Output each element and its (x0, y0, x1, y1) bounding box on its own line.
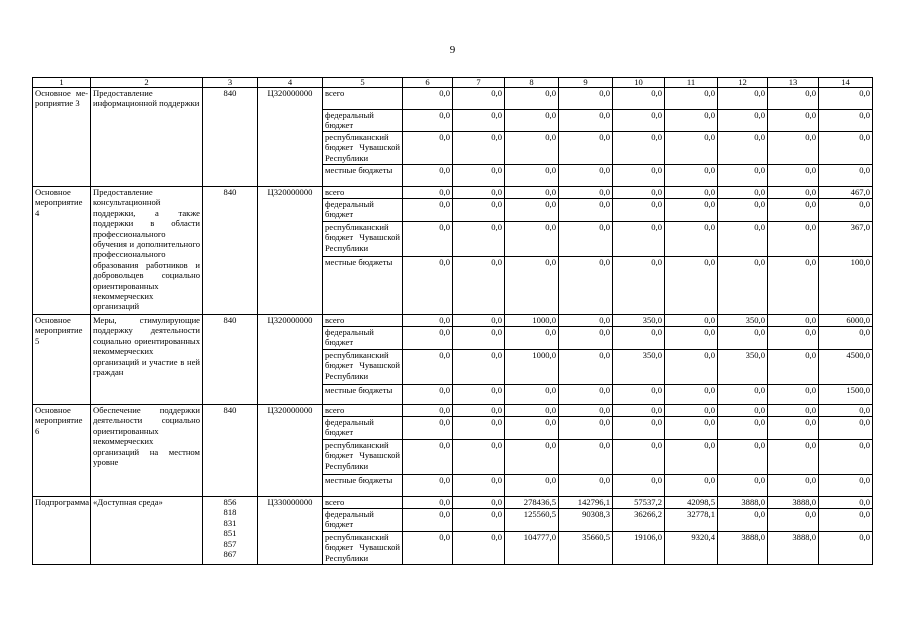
budget-value: 0,0 (768, 165, 819, 187)
budget-value: 1000,0 (505, 350, 559, 385)
column-number: 3 (203, 78, 258, 88)
budget-value: 0,0 (453, 257, 505, 315)
budget-value: 42098,5 (665, 497, 718, 509)
budget-value: 1000,0 (505, 315, 559, 327)
admin-code: 840 (223, 187, 237, 197)
activity-description: «Доступная среда» (91, 497, 203, 565)
funding-source: федеральный бюджет (323, 509, 403, 532)
admin-codes (203, 187, 258, 315)
admin-code: 831 (223, 517, 237, 528)
budget-value: 0,0 (613, 199, 665, 222)
budget-value: 0,0 (403, 165, 453, 187)
activity-description: Предоставление консультационной поддержки, а также поддержки в области профессионального обучения и дополнительного профессионального образования работников и добровольцев социально ориентированных некоммерческих организаций (91, 187, 203, 315)
budget-value: 125560,5 (505, 509, 559, 532)
activity-description: Предоставление информационной поддержки (91, 88, 203, 187)
budget-value: 142796,1 (559, 497, 613, 509)
budget-value: 0,0 (559, 257, 613, 315)
budget-value: 0,0 (819, 509, 873, 532)
admin-code: 818 (223, 507, 237, 518)
budget-value: 0,0 (613, 165, 665, 187)
budget-value: 0,0 (403, 405, 453, 417)
budget-value: 0,0 (559, 327, 613, 350)
budget-value: 0,0 (665, 405, 718, 417)
budget-value: 0,0 (559, 417, 613, 440)
budget-value: 0,0 (403, 132, 453, 165)
budget-value: 0,0 (768, 222, 819, 257)
budget-value: 0,0 (505, 165, 559, 187)
budget-value: 0,0 (453, 132, 505, 165)
budget-value: 4500,0 (819, 350, 873, 385)
budget-value: 0,0 (819, 475, 873, 497)
budget-value: 6000,0 (819, 315, 873, 327)
funding-source: республиканский бюджет Чувашской Республики (323, 222, 403, 257)
budget-value: 0,0 (768, 440, 819, 475)
budget-value: 0,0 (819, 199, 873, 222)
column-number: 1 (33, 78, 91, 88)
funding-source: всего (323, 405, 403, 417)
column-number: 12 (718, 78, 768, 88)
budget-value: 0,0 (403, 350, 453, 385)
budget-value: 0,0 (613, 222, 665, 257)
budget-value: 0,0 (819, 110, 873, 132)
budget-value: 0,0 (718, 257, 768, 315)
budget-value: 0,0 (403, 327, 453, 350)
budget-value: 0,0 (505, 222, 559, 257)
budget-value: 0,0 (613, 327, 665, 350)
budget-value: 1500,0 (819, 385, 873, 405)
funding-source: всего (323, 497, 403, 509)
budget-value: 0,0 (403, 187, 453, 199)
budget-value: 0,0 (453, 110, 505, 132)
budget-value: 0,0 (768, 257, 819, 315)
budget-value: 0,0 (768, 187, 819, 199)
budget-value: 0,0 (613, 440, 665, 475)
budget-value: 0,0 (819, 132, 873, 165)
budget-value: 0,0 (718, 187, 768, 199)
budget-value: 0,0 (453, 497, 505, 509)
activity-description: Обеспечение поддержки деятельности социально ориентированных некоммерческих организаций на местном уровне (91, 405, 203, 497)
target-article-code: Ц320000000 (258, 405, 323, 497)
table-row (33, 405, 873, 417)
budget-value: 100,0 (819, 257, 873, 315)
budget-value: 0,0 (613, 110, 665, 132)
budget-value: 278436,5 (505, 497, 559, 509)
funding-source: местные бюджеты (323, 385, 403, 405)
budget-value: 0,0 (819, 165, 873, 187)
budget-value: 0,0 (665, 385, 718, 405)
budget-value: 0,0 (505, 110, 559, 132)
column-number: 4 (258, 78, 323, 88)
budget-value: 90308,3 (559, 509, 613, 532)
budget-value: 0,0 (613, 405, 665, 417)
activity-name: Основное мероприятие 6 (33, 405, 91, 497)
budget-value: 0,0 (665, 88, 718, 110)
funding-source: федеральный бюджет (323, 110, 403, 132)
budget-value: 0,0 (768, 417, 819, 440)
budget-value: 0,0 (453, 509, 505, 532)
column-number: 11 (665, 78, 718, 88)
budget-value: 0,0 (453, 532, 505, 565)
funding-source: всего (323, 187, 403, 199)
column-number: 8 (505, 78, 559, 88)
budget-value: 57537,2 (613, 497, 665, 509)
budget-value: 0,0 (505, 257, 559, 315)
budget-value: 0,0 (559, 350, 613, 385)
budget-value: 36266,2 (613, 509, 665, 532)
budget-value: 0,0 (718, 222, 768, 257)
budget-value: 350,0 (613, 350, 665, 385)
funding-source: федеральный бюджет (323, 327, 403, 350)
budget-value: 0,0 (403, 475, 453, 497)
budget-value: 0,0 (403, 88, 453, 110)
budget-value: 0,0 (665, 350, 718, 385)
admin-code: 851 (223, 528, 237, 539)
table-row (33, 315, 873, 327)
column-number: 13 (768, 78, 819, 88)
budget-value: 0,0 (665, 222, 718, 257)
budget-value: 0,0 (403, 440, 453, 475)
budget-value: 0,0 (819, 497, 873, 509)
admin-code: 840 (223, 315, 237, 325)
budget-value: 367,0 (819, 222, 873, 257)
budget-value: 0,0 (559, 110, 613, 132)
budget-value: 0,0 (665, 315, 718, 327)
funding-source: местные бюджеты (323, 257, 403, 315)
budget-value: 0,0 (453, 405, 505, 417)
target-article-code: Ц320000000 (258, 88, 323, 187)
budget-value: 0,0 (453, 222, 505, 257)
budget-value: 0,0 (665, 257, 718, 315)
budget-value: 0,0 (505, 88, 559, 110)
column-number: 6 (403, 78, 453, 88)
budget-value: 0,0 (453, 440, 505, 475)
funding-source: республиканский бюджет Чувашской Республики (323, 532, 403, 565)
budget-value: 0,0 (453, 165, 505, 187)
budget-value: 0,0 (453, 475, 505, 497)
budget-value: 0,0 (403, 222, 453, 257)
budget-value: 0,0 (453, 88, 505, 110)
column-number: 2 (91, 78, 203, 88)
budget-value: 0,0 (453, 187, 505, 199)
budget-value: 0,0 (819, 327, 873, 350)
budget-value: 467,0 (819, 187, 873, 199)
budget-value: 19106,0 (613, 532, 665, 565)
budget-value: 0,0 (403, 509, 453, 532)
funding-source: республиканский бюджет Чувашской Республики (323, 132, 403, 165)
admin-code: 857 (223, 538, 237, 549)
budget-value: 0,0 (505, 440, 559, 475)
budget-value: 35660,5 (559, 532, 613, 565)
budget-value: 0,0 (559, 222, 613, 257)
budget-value: 350,0 (718, 350, 768, 385)
budget-value: 0,0 (718, 385, 768, 405)
budget-value: 0,0 (665, 440, 718, 475)
budget-value: 0,0 (505, 199, 559, 222)
budget-value: 0,0 (505, 385, 559, 405)
column-number: 7 (453, 78, 505, 88)
table-row (33, 88, 873, 110)
budget-value: 0,0 (768, 132, 819, 165)
budget-value: 0,0 (613, 417, 665, 440)
funding-source: федеральный бюджет (323, 417, 403, 440)
activity-name: Основное мероприятие 4 (33, 187, 91, 315)
budget-table (32, 77, 873, 565)
budget-value: 0,0 (613, 187, 665, 199)
target-article-code: Ц320000000 (258, 315, 323, 405)
budget-value: 0,0 (665, 327, 718, 350)
budget-value: 0,0 (665, 475, 718, 497)
budget-value: 0,0 (453, 315, 505, 327)
funding-source: республиканский бюджет Чувашской Республики (323, 440, 403, 475)
funding-source: республиканский бюджет Чувашской Республики (323, 350, 403, 385)
budget-value: 0,0 (665, 417, 718, 440)
activity-name: Основное мероприятие 5 (33, 315, 91, 405)
budget-value: 32778,1 (665, 509, 718, 532)
activity-name: Основное ме-роприятие 3 (33, 88, 91, 187)
budget-value: 0,0 (559, 165, 613, 187)
table-header-row (33, 78, 873, 88)
admin-codes (203, 315, 258, 405)
admin-codes (203, 405, 258, 497)
budget-value: 0,0 (768, 475, 819, 497)
budget-value: 0,0 (403, 417, 453, 440)
budget-value: 0,0 (559, 132, 613, 165)
budget-value: 0,0 (559, 405, 613, 417)
budget-value: 0,0 (665, 132, 718, 165)
column-number: 5 (323, 78, 403, 88)
budget-value: 0,0 (768, 199, 819, 222)
admin-code: 856 (223, 497, 237, 507)
budget-value: 0,0 (613, 475, 665, 497)
budget-value: 0,0 (453, 199, 505, 222)
budget-value: 0,0 (613, 257, 665, 315)
budget-value: 0,0 (768, 315, 819, 327)
budget-value: 0,0 (559, 199, 613, 222)
budget-value: 0,0 (403, 257, 453, 315)
budget-value: 0,0 (559, 315, 613, 327)
admin-code: 840 (223, 405, 237, 415)
budget-value: 0,0 (403, 110, 453, 132)
budget-value: 0,0 (453, 350, 505, 385)
budget-value: 0,0 (665, 187, 718, 199)
table-row (33, 187, 873, 199)
budget-value: 0,0 (559, 187, 613, 199)
budget-value: 0,0 (665, 199, 718, 222)
budget-value: 350,0 (613, 315, 665, 327)
budget-value: 0,0 (768, 385, 819, 405)
budget-value: 0,0 (819, 440, 873, 475)
budget-value: 0,0 (505, 417, 559, 440)
budget-value: 3888,0 (718, 532, 768, 565)
budget-value: 0,0 (718, 475, 768, 497)
budget-value: 0,0 (718, 327, 768, 350)
budget-value: 0,0 (403, 199, 453, 222)
budget-value: 3888,0 (768, 497, 819, 509)
column-number: 14 (819, 78, 873, 88)
column-number: 10 (613, 78, 665, 88)
admin-code: 840 (223, 88, 237, 98)
budget-value: 0,0 (505, 187, 559, 199)
budget-value: 0,0 (768, 110, 819, 132)
budget-value: 3888,0 (768, 532, 819, 565)
column-number: 9 (559, 78, 613, 88)
target-article-code: Ц330000000 (258, 497, 323, 565)
budget-value: 0,0 (665, 165, 718, 187)
budget-value: 0,0 (768, 327, 819, 350)
activity-name: Подпрограмма (33, 497, 91, 565)
budget-value: 0,0 (718, 509, 768, 532)
budget-value: 0,0 (403, 532, 453, 565)
target-article-code: Ц320000000 (258, 187, 323, 315)
budget-value: 0,0 (403, 385, 453, 405)
table-row (33, 497, 873, 509)
budget-value: 0,0 (559, 88, 613, 110)
budget-value: 0,0 (718, 417, 768, 440)
budget-value: 0,0 (613, 132, 665, 165)
budget-value: 0,0 (819, 88, 873, 110)
budget-value: 0,0 (768, 88, 819, 110)
budget-value: 0,0 (768, 350, 819, 385)
budget-value: 0,0 (403, 497, 453, 509)
budget-value: 0,0 (718, 165, 768, 187)
budget-value: 0,0 (453, 385, 505, 405)
funding-source: местные бюджеты (323, 165, 403, 187)
budget-value: 3888,0 (718, 497, 768, 509)
budget-value: 104777,0 (505, 532, 559, 565)
budget-value: 0,0 (665, 110, 718, 132)
budget-value: 0,0 (505, 475, 559, 497)
activity-description: Меры, стимулирующие поддержку деятельности социально ориентированных некоммерческих организаций и участие в ней граждан (91, 315, 203, 405)
budget-value: 0,0 (819, 532, 873, 565)
budget-value: 0,0 (559, 475, 613, 497)
budget-value: 0,0 (718, 110, 768, 132)
budget-value: 0,0 (768, 405, 819, 417)
admin-codes (203, 497, 258, 565)
page-number: 9 (449, 44, 456, 56)
funding-source: всего (323, 315, 403, 327)
budget-value: 0,0 (403, 315, 453, 327)
budget-value: 0,0 (505, 327, 559, 350)
budget-value: 0,0 (559, 385, 613, 405)
budget-value: 0,0 (559, 440, 613, 475)
budget-value: 9320,4 (665, 532, 718, 565)
funding-source: федеральный бюджет (323, 199, 403, 222)
budget-value: 0,0 (718, 132, 768, 165)
budget-value: 0,0 (613, 88, 665, 110)
budget-value: 0,0 (453, 327, 505, 350)
budget-value: 0,0 (768, 509, 819, 532)
budget-value: 0,0 (718, 88, 768, 110)
budget-value: 0,0 (453, 417, 505, 440)
budget-value: 0,0 (819, 417, 873, 440)
funding-source: всего (323, 88, 403, 110)
budget-value: 0,0 (718, 405, 768, 417)
budget-value: 0,0 (505, 405, 559, 417)
budget-value: 350,0 (718, 315, 768, 327)
budget-value: 0,0 (718, 199, 768, 222)
budget-value: 0,0 (819, 405, 873, 417)
budget-value: 0,0 (613, 385, 665, 405)
budget-value: 0,0 (718, 440, 768, 475)
admin-codes (203, 88, 258, 187)
admin-code: 867 (223, 549, 237, 560)
funding-source: местные бюджеты (323, 475, 403, 497)
budget-value: 0,0 (505, 132, 559, 165)
